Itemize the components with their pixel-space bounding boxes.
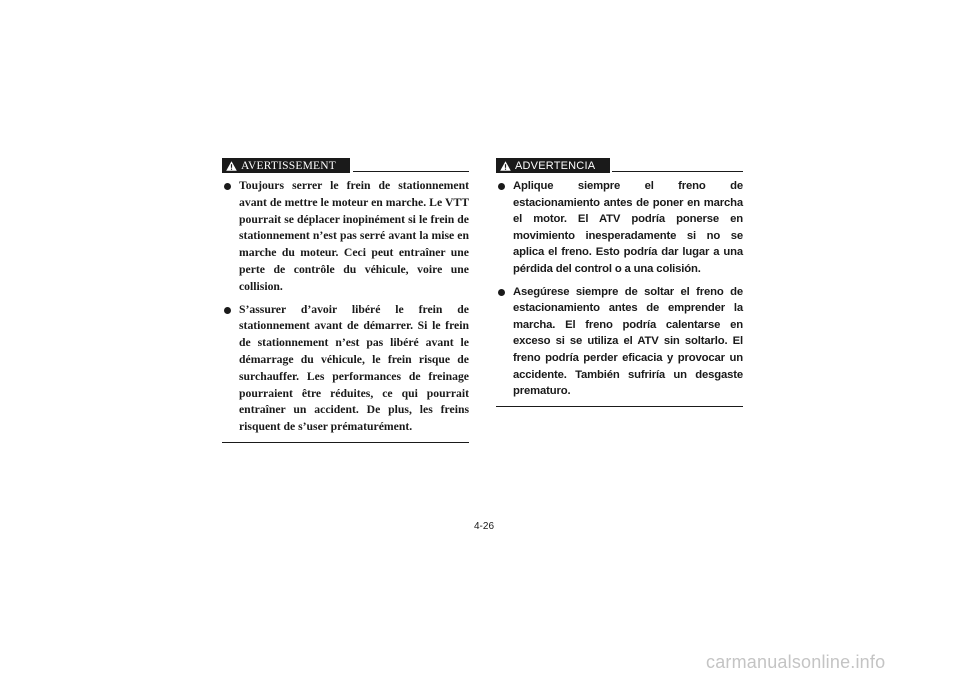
warning-badge-french [222,158,350,173]
footer-rule-french [222,442,469,443]
list-item-text: Toujours serrer le frein de stationnement avant de mettre le moteur en marche. Le VTT pourrait se déplacer inopinément si le frein de stationnement n’est pas serré avant la mise en marche du moteur. Ceci peut entraîner une perte de contrôle du véhicule, voire une collision. [239,179,469,293]
warning-badge-spanish [496,158,610,173]
list-item-text: Asegúrese siempre de soltar el freno de estacionamiento antes de emprender la marcha. El freno podría calentarse en exceso si se utiliza el ATV sin soltarlo. El freno podría perder eficacia y provocar un accidente. También sufriría un desgaste prematuro. [513,285,743,398]
bullet-dot-icon [224,307,231,314]
list-item [222,178,469,296]
list-item [222,302,469,436]
page-number: 4-26 [474,521,495,532]
list-item [496,178,743,278]
warning-block-spanish [496,158,743,407]
header-rule-french [353,171,469,172]
warning-block-french [222,158,469,443]
footer-rule-spanish [496,406,743,407]
warning-triangle-icon [226,161,237,171]
bullet-dot-icon [224,183,231,190]
watermark: carmanualsonline.info [706,652,886,672]
list-item [496,284,743,400]
warning-heading-spanish: ADVERTENCIA [515,159,596,172]
bullet-dot-icon [498,289,505,296]
header-rule-spanish [612,171,743,172]
warning-list-spanish [496,178,743,400]
list-item-text: Aplique siempre el freno de estacionamiento antes de poner en marcha el motor. El ATV podría ponerse en movimiento inesperadamente si no se aplica el freno. Esto podría dar lugar a una pérdida del control o a una colisión. [513,180,743,275]
bullet-dot-icon [498,183,505,190]
warning-header-french [222,158,469,174]
warning-triangle-icon [500,161,511,171]
warning-heading-french: AVERTISSEMENT [241,159,336,172]
list-item-text: S’assurer d’avoir libéré le frein de stationnement avant de démarrer. Si le frein de stationnement n’est pas libéré avant le démarrage du véhicule, le frein risque de surchauffer. Les performances de freinage pourraient être réduites, ce qui pourrait entraîner un accident. De plus, les freins risquent de s’user prématurément. [239,302,469,434]
warning-list-french [222,178,469,436]
warning-header-spanish [496,158,743,174]
